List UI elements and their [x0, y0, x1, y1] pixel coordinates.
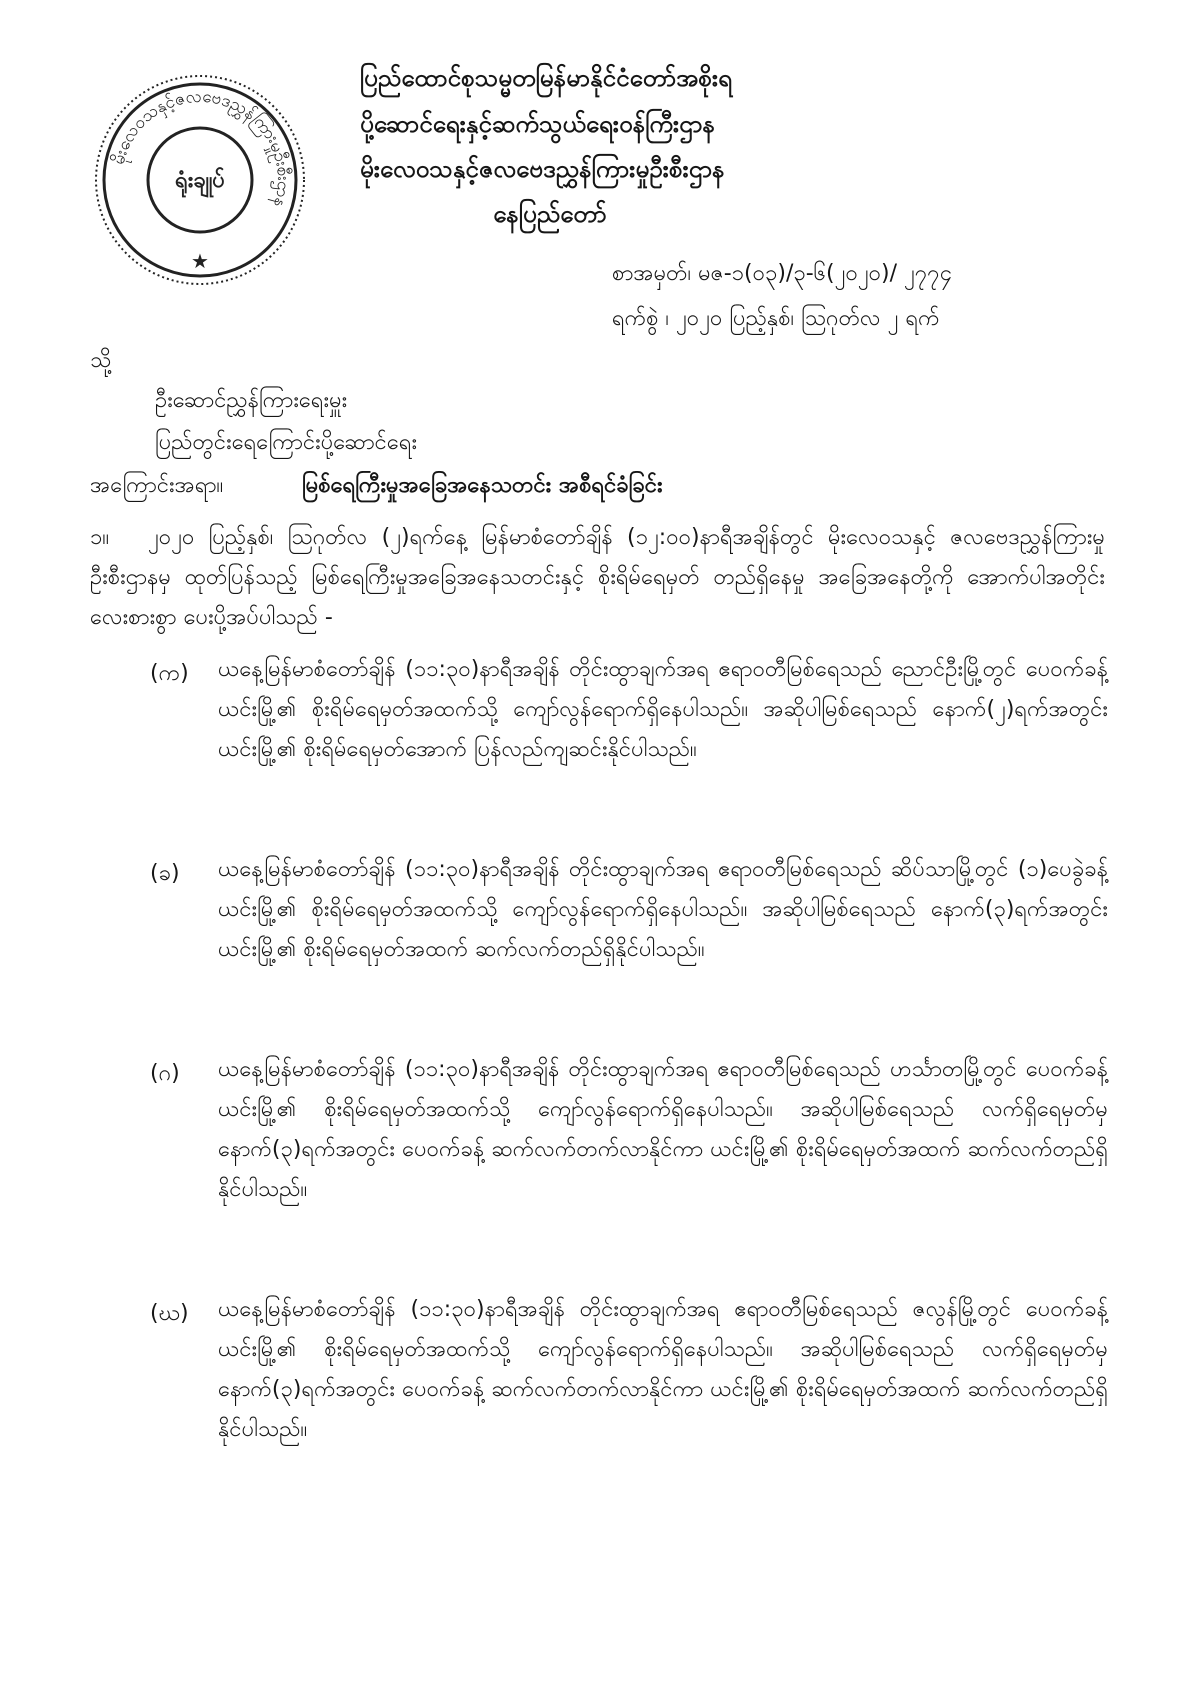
- letter-number: စာအမှတ်၊ မဇ-၁(၀၃)/၃-၆(၂၀၂၀)/ ၂၇၇၄: [612, 261, 952, 286]
- department-seal: [90, 70, 310, 290]
- header-department: မိုးလေဝသနှင့်ဇလဗေဒညွှန်ကြားမှုဦးစီးဌာန: [360, 155, 725, 183]
- item-text-kha: ယနေ့မြန်မာစံတော်ချိန် (၁၁:၃၀)နာရီအချိန် တိုင်းထွာချက်အရ ဧရာဝတီမြစ်ရေသည် ဆိပ်သာမြို့တွင် (၁)ပေခွဲခန့် ယင်းမြို့၏ စိုးရိမ်ရေမှတ်အထက်သို့ ကျော်လွန်ရောက်ရှိနေပါသည်။ အဆိုပါမြစ်ရေသည် နောက်(၃)ရက်အတွင်း ယင်းမြို့၏ စိုးရိမ်ရေမှတ်အထက် ဆက်လက်တည်ရှိနိုင်ပါသည်။: [218, 857, 1108, 962]
- recipient-department: ပြည်တွင်းရေကြောင်းပို့ဆောင်ရေး: [155, 430, 418, 455]
- seal-ring-text: မိုးလေဝသနှင့်ဇလဗေဒညွှန်ကြားမှုဦးစီးဌာန: [108, 86, 294, 210]
- header-government: ပြည်ထောင်စုသမ္မတမြန်မာနိုင်ငံတော်အစိုးရ: [360, 64, 733, 92]
- subject-text: မြစ်ရေကြီးမှုအခြေအနေသတင်း အစီရင်ခံခြင်း: [302, 473, 663, 498]
- recipient-title: ဦးဆောင်ညွှန်ကြားရေးမှူး: [155, 388, 348, 413]
- item-label-ka: (က): [150, 661, 189, 686]
- header-ministry: ပို့ဆောင်ရေးနှင့်ဆက်သွယ်ရေးဝန်ကြီးဌာန: [360, 110, 716, 138]
- item-label-kha: (ခ): [150, 861, 180, 886]
- item-text-gha: ယနေ့မြန်မာစံတော်ချိန် (၁၁:၃၀)နာရီအချိန် တိုင်းထွာချက်အရ ဧရာဝတီမြစ်ရေသည် ဇလွန်မြို့တွင် ပေ၀က်ခန့် ယင်းမြို့၏ စိုးရိမ်ရေမှတ်အထက်သို့ ကျော်လွန်ရောက်ရှိနေပါသည်။ အဆိုပါမြစ်ရေသည် လက်ရှိရေမှတ်မှ နောက်(၃)ရက်အတွင်း ပေ၀က်ခန့် ဆက်လက်တက်လာနိုင်ကာ ယင်းမြို့၏ စိုးရိမ်ရေမှတ်အထက် ဆက်လက်တည်ရှိနိုင်ပါသည်။: [218, 1297, 1108, 1442]
- seal-center-text: ရုံးချုပ်: [175, 168, 225, 193]
- item-label-ga: (ဂ): [150, 1061, 180, 1086]
- seal-star: ★: [191, 249, 209, 273]
- letter-date: ရက်စွဲ ၊ ၂၀၂၀ ပြည့်နှစ်၊ ဩဂုတ်လ ၂ ရက်: [612, 306, 940, 331]
- intro-paragraph: ၂၀၂၀ ပြည့်နှစ်၊ ဩဂုတ်လ (၂)ရက်နေ့ မြန်မာစံတော်ချိန် (၁၂:၀၀)နာရီအချိန်တွင် မိုးလေဝသနှင့် ဇလဗေဒညွှန်ကြားမှုဦးစီးဌာနမှ ထုတ်ပြန်သည့် မြစ်ရေကြီးမှုအခြေအနေသတင်းနှင့် စိုးရိမ်ရေမှတ် တည်ရှိနေမှု အခြေအနေတို့ကို အောက်ပါအတိုင်း လေးစားစွာ ပေးပို့အပ်ပါသည် -: [90, 525, 1105, 630]
- header-city: နေပြည်တော်: [493, 200, 607, 228]
- intro-number: ၁။: [90, 525, 110, 550]
- item-text-ka: ယနေ့မြန်မာစံတော်ချိန် (၁၁:၃၀)နာရီအချိန် တိုင်းထွာချက်အရ ဧရာဝတီမြစ်ရေသည် ညောင်ဦးမြို့တွင် ပေ၀က်ခန့် ယင်းမြို့၏ စိုးရိမ်ရေမှတ်အထက်သို့ ကျော်လွန်ရောက်ရှိနေပါသည်။ အဆိုပါမြစ်ရေသည် နောက်(၂)ရက်အတွင်း ယင်းမြို့၏ စိုးရိမ်ရေမှတ်အောက် ပြန်လည်ကျဆင်းနိုင်ပါသည်။: [218, 657, 1108, 762]
- to-label: သို့: [90, 348, 112, 373]
- subject-label: အကြောင်းအရာ။: [90, 473, 224, 498]
- item-label-gha: (ဃ): [150, 1301, 189, 1326]
- item-text-ga: ယနေ့မြန်မာစံတော်ချိန် (၁၁:၃၀)နာရီအချိန် တိုင်းထွာချက်အရ ဧရာဝတီမြစ်ရေသည် ဟင်္သာတမြို့တွင် ပေ၀က်ခန့် ယင်းမြို့၏ စိုးရိမ်ရေမှတ်အထက်သို့ ကျော်လွန်ရောက်ရှိနေပါသည်။ အဆိုပါမြစ်ရေသည် လက်ရှိရေမှတ်မှ နောက်(၃)ရက်အတွင်း ပေ၀က်ခန့် ဆက်လက်တက်လာနိုင်ကာ ယင်းမြို့၏ စိုးရိမ်ရေမှတ်အထက် ဆက်လက်တည်ရှိနိုင်ပါသည်။: [218, 1057, 1108, 1202]
